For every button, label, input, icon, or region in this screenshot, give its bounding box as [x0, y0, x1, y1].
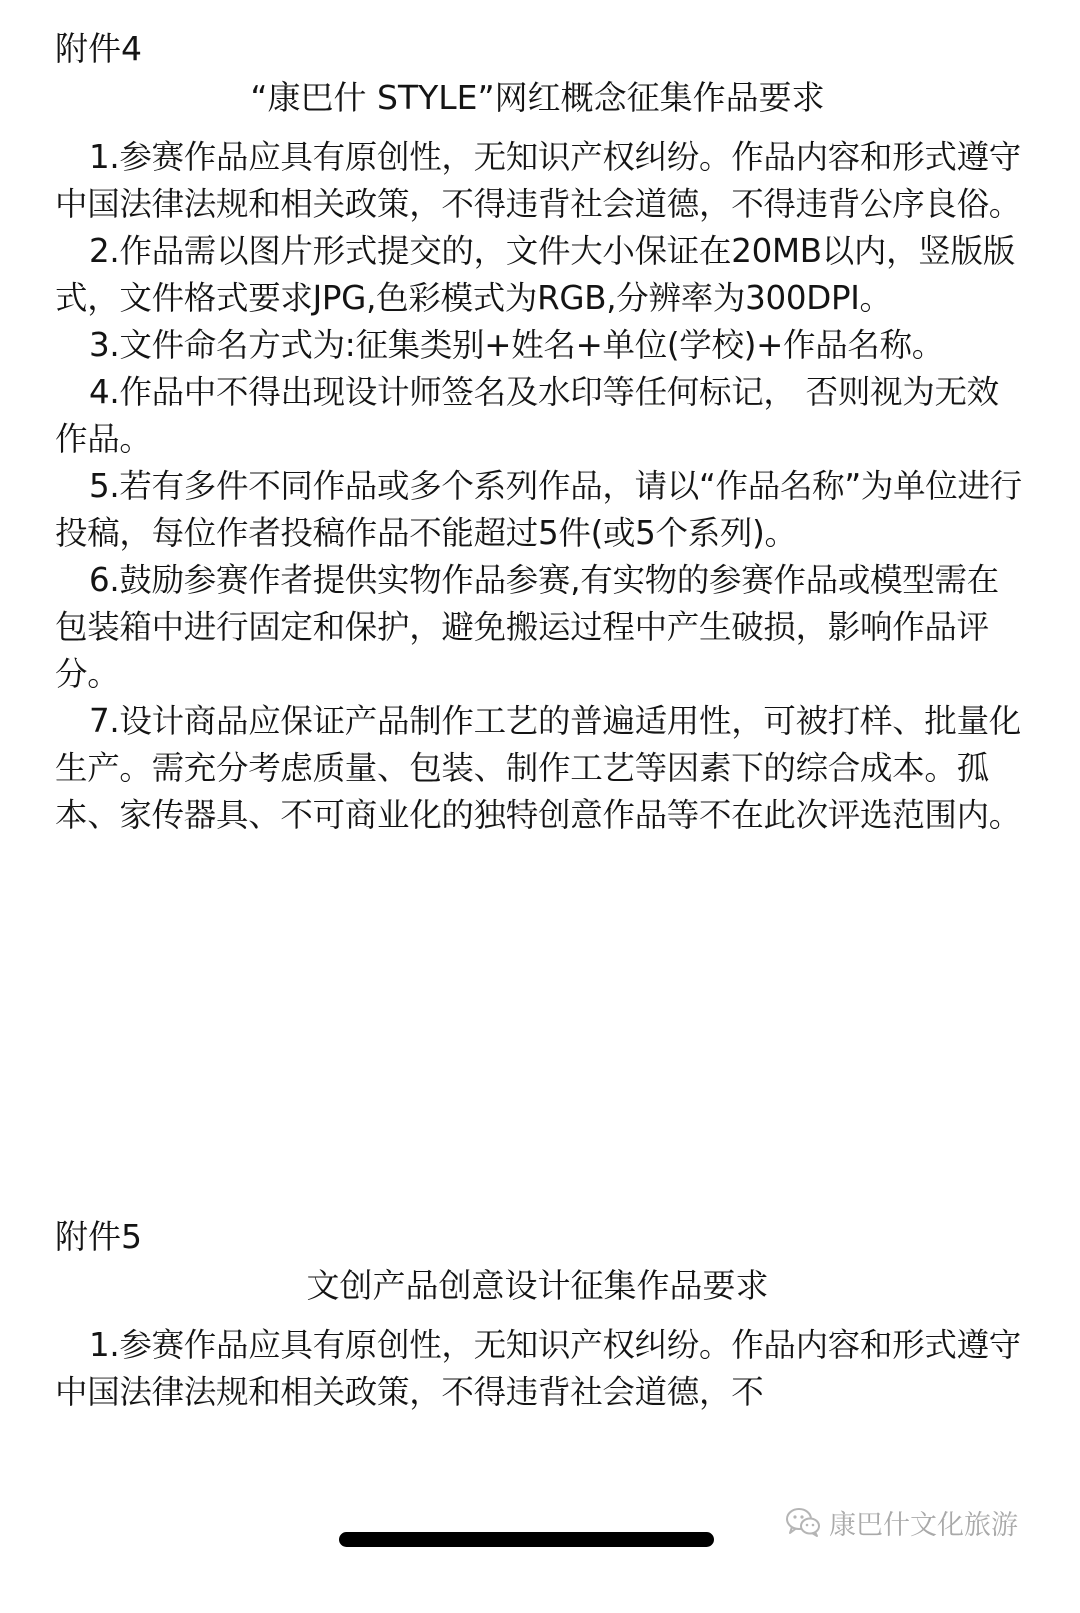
requirement-item-1: 1.参赛作品应具有原创性，无知识产权纠纷。作品内容和形式遵守中国法律法规和相关政策，不得违背社会道德，不得违背公序良俗。 — [55, 138, 1022, 223]
requirement-item-1: 1.参赛作品应具有原创性，无知识产权纠纷。作品内容和形式遵守中国法律法规和相关政策，不得违背社会道德，不 — [55, 1326, 1022, 1411]
attachment-title: 文创产品创意设计征集作品要求 — [306, 1266, 769, 1305]
wechat-icon — [785, 1506, 821, 1538]
attachment-4-section — [55, 24, 1030, 839]
attachment-5-section — [55, 1212, 1030, 1416]
attachment-label: 附件4 — [55, 29, 142, 68]
attachment-label: 附件5 — [55, 1217, 142, 1256]
requirement-item-3: 3.文件命名方式为:征集类别+姓名+单位(学校)+作品名称。 — [89, 326, 945, 364]
requirement-item-4: 4.作品中不得出现设计师签名及水印等任何标记， 否则视为无效作品。 — [55, 373, 999, 458]
watermark-text: 康巴什文化旅游 — [829, 1509, 1018, 1541]
home-indicator-bar[interactable] — [339, 1532, 714, 1547]
wechat-watermark — [785, 1500, 1018, 1544]
requirement-item-7: 7.设计商品应保证产品制作工艺的普遍适用性，可被打样、批量化生产。需充分考虑质量、包装、制作工艺等因素下的综合成本。孤本、家传器具、不可商业化的独特创意作品等不在此次评选范围内。 — [55, 702, 1022, 834]
requirement-item-6: 6.鼓励参赛作者提供实物作品参赛,有实物的参赛作品或模型需在包装箱中进行固定和保护，避免搬运过程中产生破损，影响作品评分。 — [55, 561, 999, 693]
attachment-title: “康巴什 STYLE”网红概念征集作品要求 — [250, 78, 825, 117]
requirement-item-5: 5.若有多件不同作品或多个系列作品，请以“作品名称”为单位进行投稿，每位作者投稿作品不能超过5件(或5个系列)。 — [55, 467, 1022, 552]
requirement-item-2: 2.作品需以图片形式提交的，文件大小保证在20MB以内，竖版版式，文件格式要求JPG,色彩模式为RGB,分辨率为300DPI。 — [55, 232, 1015, 317]
